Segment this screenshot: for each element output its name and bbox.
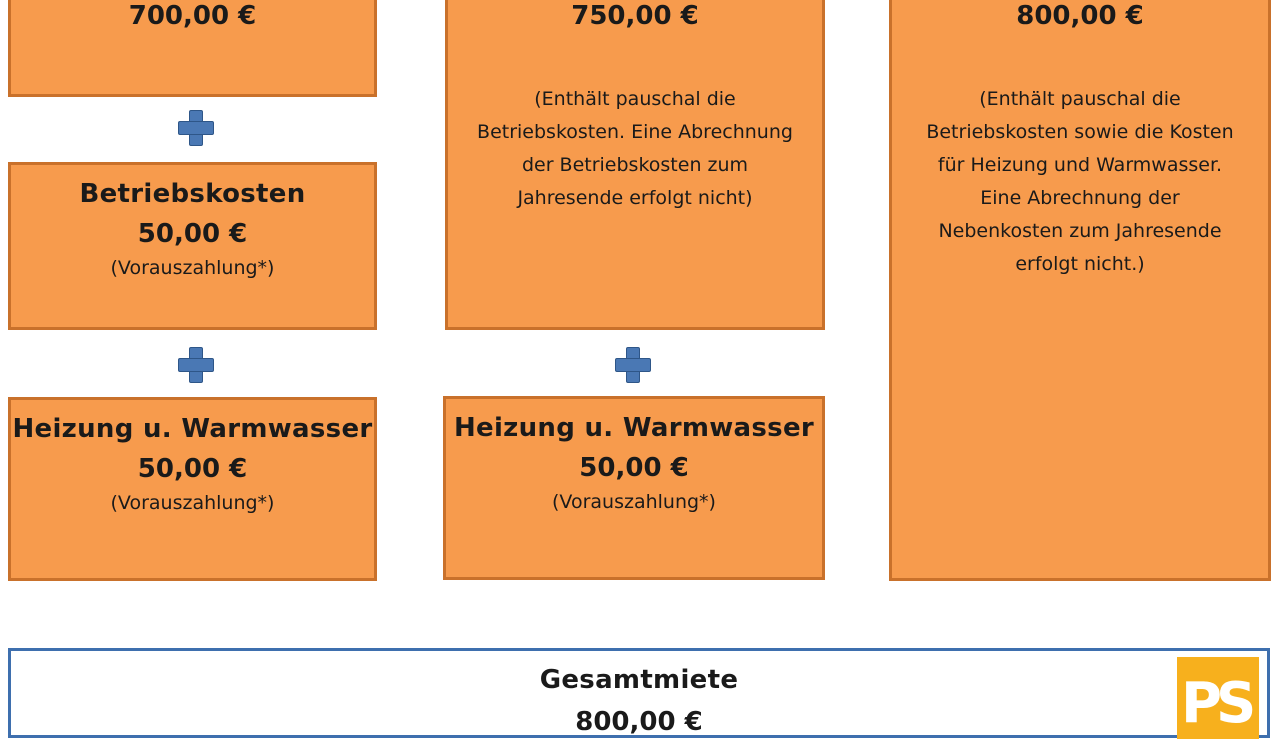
betriebskosten-amount: 50,00 € (137, 219, 248, 249)
heizung-box-col1 (8, 397, 377, 581)
betriebskosten-title: Betriebskosten (79, 179, 306, 209)
ps-logo (1177, 657, 1259, 739)
plus-icon (176, 345, 216, 385)
heizung-box-col2 (443, 396, 825, 580)
heizung-title: Heizung u. Warmwasser (453, 413, 815, 443)
betriebskosten-note: (Vorauszahlung*) (110, 257, 275, 279)
plus-icon (613, 345, 653, 385)
plus-icon (176, 108, 216, 148)
heizung-note: (Vorauszahlung*) (110, 492, 275, 514)
heizung-amount: 50,00 € (137, 454, 248, 484)
gesamtmiete-box (8, 648, 1270, 738)
heizung-title: Heizung u. Warmwasser (12, 414, 373, 444)
heizung-note: (Vorauszahlung*) (552, 491, 716, 513)
inklusivmiete-description: (Enthält pauschal die Betriebskosten sowie die Kosten für Heizung und Warmwasser. Eine Abrechnung der Nebenkosten zum Jahresende erfolgt nicht.) (926, 88, 1234, 275)
teilinklusivmiete-description: (Enthält pauschal die Betriebskosten. Eine Abrechnung der Betriebskosten zum Jahresende erfolgt nicht) (477, 88, 793, 209)
ps-logo-text: PS (1181, 671, 1251, 736)
inklusivmiete-amount: 800,00 € (1016, 1, 1144, 31)
teilinklusivmiete-amount: 750,00 € (571, 1, 699, 31)
heizung-amount: 50,00 € (579, 453, 689, 483)
betriebskosten-box-col1 (8, 162, 377, 330)
gesamtmiete-title: Gesamtmiete (539, 665, 739, 695)
gesamtmiete-amount: 800,00 € (575, 707, 703, 737)
kaltmiete-amount: 700,00 € (128, 1, 257, 31)
inklusivmiete-box-col3 (889, 0, 1271, 581)
kaltmiete-box-col1 (8, 0, 377, 97)
teilinklusivmiete-box-col2 (445, 0, 825, 330)
